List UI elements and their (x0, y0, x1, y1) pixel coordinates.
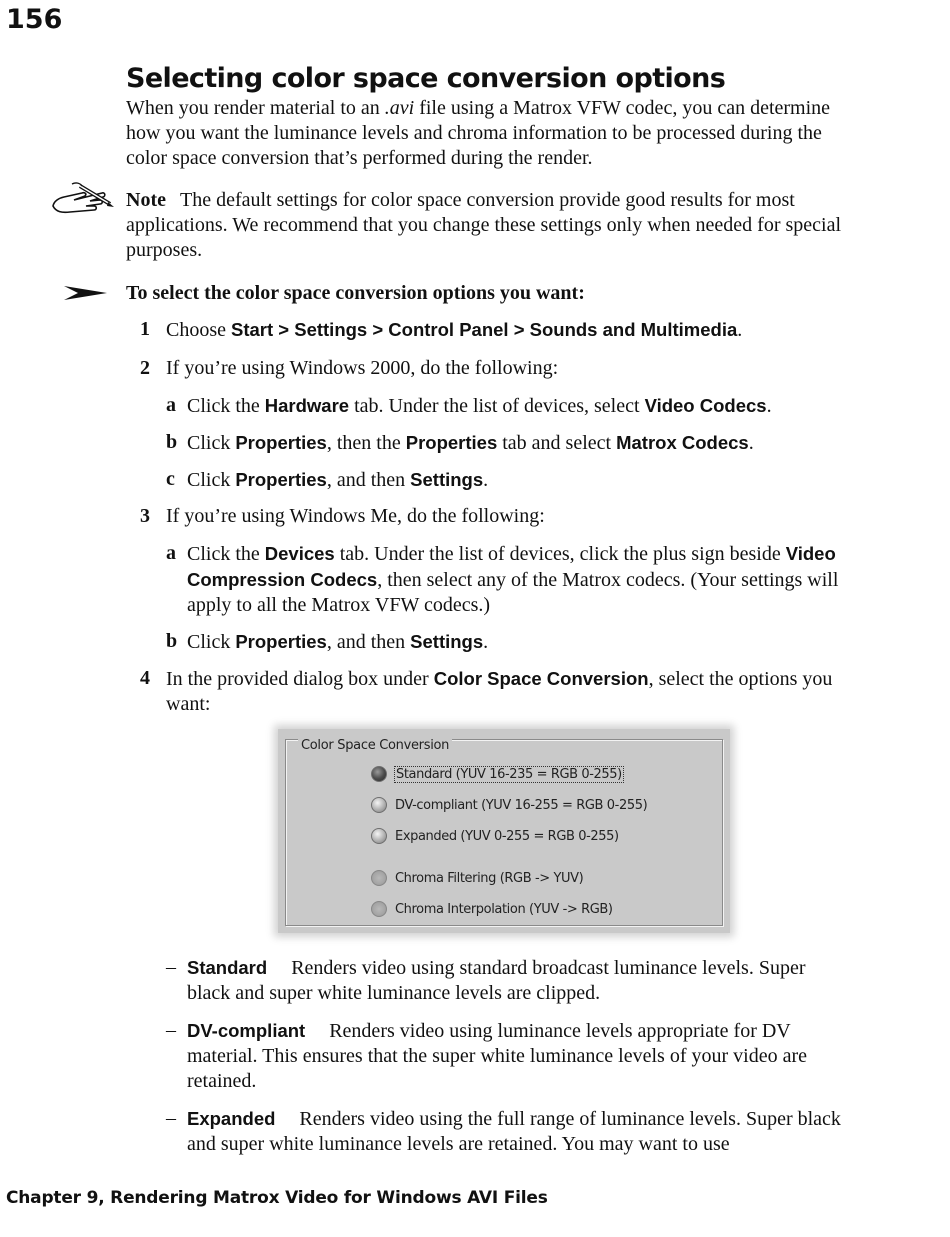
substep-text: tab. Under the list of devices, click the plus sign beside (334, 543, 786, 565)
chapter-footer: Chapter 9, Rendering Matrox Video for Windows AVI Files (6, 1188, 548, 1208)
substep-text: . (766, 395, 772, 417)
substep-2a (126, 393, 846, 419)
substep-bold: Hardware (264, 395, 350, 416)
step-4 (126, 666, 846, 717)
arrow-right-icon (64, 285, 108, 301)
step-text: If you’re using Windows Me, do the following: (166, 505, 545, 527)
substep-text: , and then (326, 469, 411, 491)
dash-mark: – (166, 956, 176, 978)
substep-letter: b (166, 431, 178, 453)
substep-bold: Settings (410, 631, 484, 652)
radio-label: Chroma Filtering (RGB -> YUV) (395, 870, 584, 886)
step-text: In the provided dialog box under (166, 668, 434, 690)
substep-letter: c (166, 468, 175, 490)
substep-bold: Properties (235, 432, 327, 453)
description-expanded (126, 1106, 846, 1157)
substep-bold: Video Codecs (644, 395, 767, 416)
radio-label: DV-compliant (YUV 16-255 = RGB 0-255) (395, 797, 648, 813)
page-content (126, 62, 846, 1157)
description-term: Standard (187, 957, 268, 978)
radio-label: Expanded (YUV 0-255 = RGB 0-255) (395, 828, 619, 844)
substep-text: , then the (326, 432, 406, 454)
substep-text: tab and select (497, 432, 617, 454)
description-text: Renders video using the full range of luminance levels. Super black and super white luminance levels are retained. You may want to use (187, 1108, 841, 1155)
substep-letter: a (166, 542, 176, 564)
substep-bold: Video Compression Codecs (187, 543, 836, 590)
radio-standard[interactable] (371, 766, 623, 782)
substep-text: . (483, 469, 489, 491)
substep-letter: b (166, 630, 178, 652)
radio-unchecked-icon (371, 797, 387, 813)
intro-text-2: file using a Matrox VFW codec, you can determine how you want the luminance levels and chroma information to be processed during the color space conversion that’s performed during the render. (126, 97, 831, 169)
substep-text: , then select any of the Matrox codecs. (Your settings will apply to all the Matrox VFW codecs.) (187, 569, 839, 616)
step-1 (126, 317, 846, 343)
substep-text: tab. Under the list of devices, select (349, 395, 645, 417)
radio-chroma-interpolation[interactable] (371, 901, 613, 917)
dash-mark: – (166, 1019, 176, 1041)
substep-bold: Properties (405, 432, 498, 453)
substep-text: Click the (187, 395, 265, 417)
step-text: If you’re using Windows 2000, do the following: (166, 357, 559, 379)
step-number: 3 (140, 505, 150, 527)
substep-text: Click (187, 432, 236, 454)
substep-bold: Settings (410, 469, 484, 490)
substep-bold: Properties (235, 631, 327, 652)
radio-label: Standard (YUV 16-235 = RGB 0-255) (396, 766, 622, 782)
step-bold: Start > Settings > Control Panel > Sounds and Multimedia (231, 319, 738, 340)
note-label: Note (126, 189, 166, 211)
substep-2c (126, 467, 846, 493)
procedure-heading-text: To select the color space conversion options you want: (126, 282, 585, 304)
step-3 (126, 504, 846, 529)
groupbox-legend: Color Space Conversion (298, 738, 452, 754)
radio-label: Chroma Interpolation (YUV -> RGB) (395, 901, 613, 917)
step-bold: Color Space Conversion (433, 668, 649, 689)
substep-text: Click (187, 631, 236, 653)
intro-text-1: When you render material to an (126, 97, 385, 119)
substep-text: . (748, 432, 754, 454)
substep-bold: Properties (235, 469, 327, 490)
note-paragraph (126, 188, 846, 263)
substep-text: Click (187, 469, 236, 491)
color-space-dialog-screenshot (278, 729, 730, 933)
section-title: Selecting color space conversion options (126, 63, 726, 94)
intro-paragraph (126, 96, 846, 171)
substep-3a (126, 541, 846, 618)
step-number: 1 (140, 318, 150, 340)
substep-text: . (483, 631, 489, 653)
step-text: . (737, 319, 743, 341)
note-text: The default settings for color space conversion provide good results for most applications. We recommend that you change these settings only when needed for special purposes. (126, 189, 842, 261)
radio-dv-compliant[interactable] (371, 797, 647, 813)
substep-bold: Devices (264, 543, 335, 564)
hand-pencil-icon (50, 180, 116, 218)
description-text: Renders video using standard broadcast luminance levels. Super black and super white luminance levels are clipped. (187, 957, 806, 1004)
radio-expanded[interactable] (371, 828, 619, 844)
dash-mark: – (166, 1107, 176, 1129)
radio-checked-icon (371, 766, 387, 782)
intro-extension: .avi (384, 97, 415, 119)
step-2 (126, 356, 846, 381)
step-number: 4 (140, 667, 150, 689)
substep-text: Click the (187, 543, 265, 565)
step-text: Choose (166, 319, 231, 341)
description-dv-compliant (126, 1018, 846, 1094)
description-term: Expanded (187, 1108, 276, 1129)
substep-2b (126, 430, 846, 456)
radio-chroma-filtering[interactable] (371, 870, 583, 886)
radio-disabled-icon (371, 870, 387, 886)
radio-disabled-icon (371, 901, 387, 917)
color-space-groupbox (285, 739, 723, 926)
note-block (126, 188, 846, 263)
page-number: 156 (6, 4, 63, 35)
step-number: 2 (140, 357, 150, 379)
procedure-heading (126, 281, 846, 306)
description-term: DV-compliant (187, 1020, 306, 1041)
description-standard (126, 955, 846, 1006)
radio-unchecked-icon (371, 828, 387, 844)
substep-bold: Matrox Codecs (616, 432, 749, 453)
step-text: , select the options you want: (166, 668, 833, 715)
description-text: Renders video using luminance levels appropriate for DV material. This ensures that the super white luminance levels of your video are retained. (187, 1020, 807, 1092)
substep-text: , and then (326, 631, 411, 653)
substep-letter: a (166, 394, 176, 416)
substep-3b (126, 629, 846, 655)
